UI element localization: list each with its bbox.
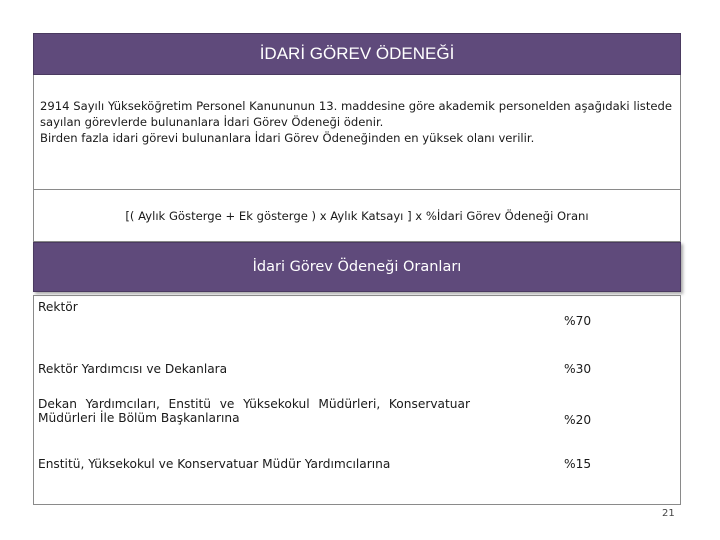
page-title-text: İDARİ GÖREV ÖDENEĞİ (259, 44, 455, 63)
description-line-2: Birden fazla idari görevi bulunanlara İdari Görev Ödeneğinden en yüksek olanı verilir. (40, 130, 535, 145)
rate-value: %20 (564, 413, 592, 428)
rate-value: %30 (564, 361, 592, 376)
table-row (34, 445, 680, 504)
rate-value: %15 (564, 456, 592, 471)
table-row (34, 296, 680, 346)
rate-label: Dekan Yardımcıları, Enstitü ve Yüksekokul Müdürleri, Konservatuar Müdürleri İle Bölüm Başkanlarına (38, 397, 470, 426)
page-title (33, 33, 681, 75)
page-number: 21 (662, 508, 675, 519)
rates-header-text: İdari Görev Ödeneği Oranları (252, 259, 462, 275)
table-row (34, 393, 680, 445)
rate-value: %70 (564, 314, 592, 328)
formula-box (33, 190, 681, 242)
description-box (33, 75, 681, 190)
table-row (34, 346, 680, 394)
rate-label: Rektör Yardımcısı ve Dekanlara (38, 361, 228, 376)
rates-table (33, 295, 681, 505)
rate-label: Enstitü, Yüksekokul ve Konservatuar Müdür Yardımcılarına (38, 456, 391, 471)
description-line-1: 2914 Sayılı Yükseköğretim Personel Kanununun 13. maddesine göre akademik personelden aşağıdaki listede sayılan görevlerde bulunanlara İdari Görev Ödeneği ödenir. (40, 99, 672, 129)
rates-header (33, 242, 681, 292)
rate-label: Rektör (38, 300, 78, 314)
formula-text: [( Aylık Gösterge + Ek gösterge ) x Aylık Katsayı ] x %İdari Görev Ödeneği Oranı (125, 208, 589, 223)
